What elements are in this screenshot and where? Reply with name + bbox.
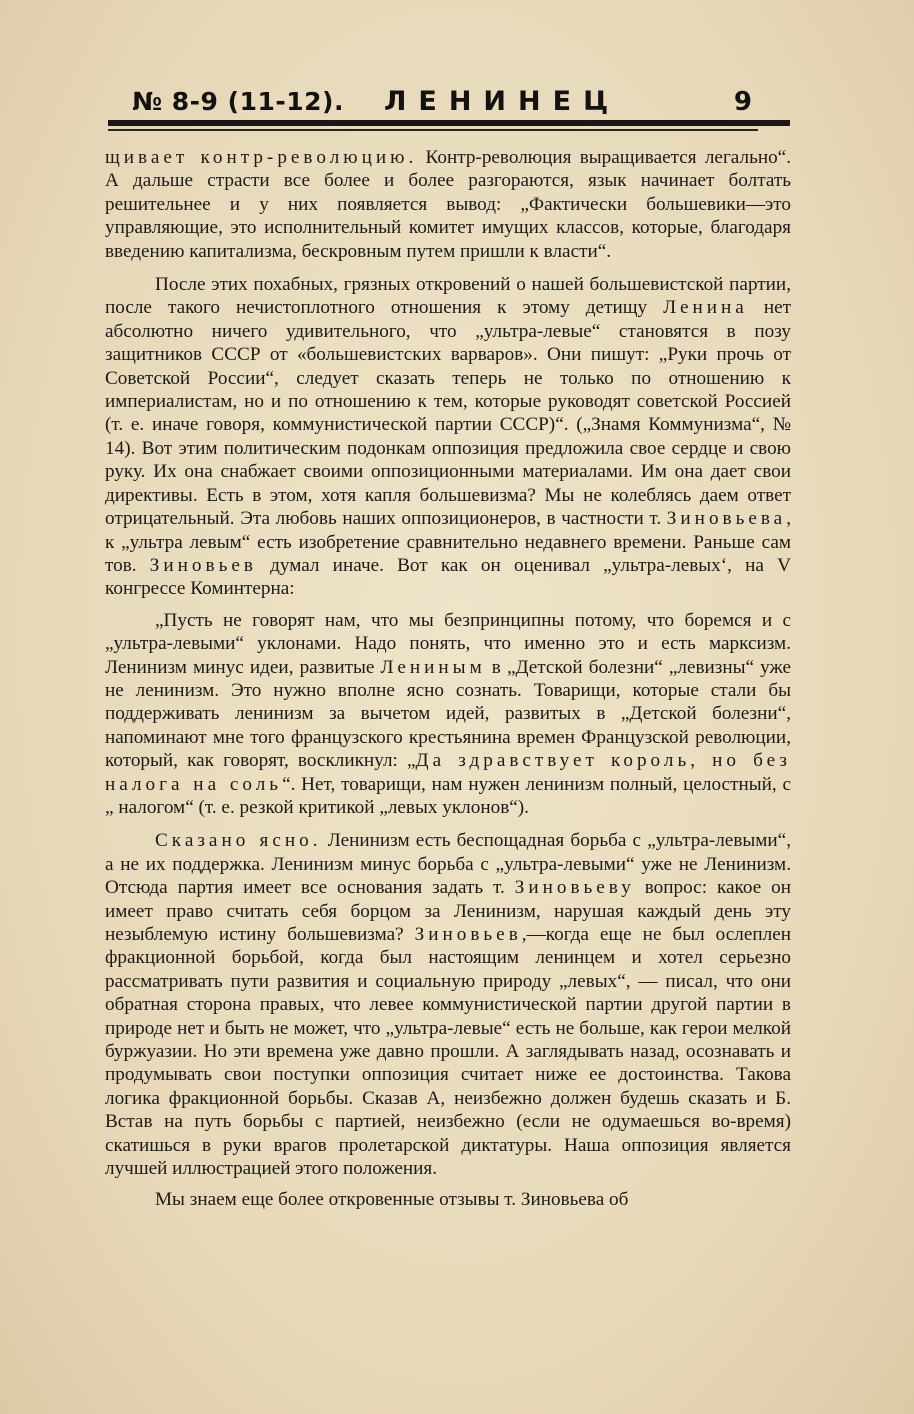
paragraph-4 bbox=[105, 829, 791, 1180]
spaced-name: Ленина bbox=[663, 297, 748, 319]
spaced-name: Зиновьев bbox=[149, 554, 257, 576]
running-header bbox=[132, 86, 752, 120]
paragraph-1 bbox=[105, 146, 791, 263]
spaced-name: Лениным bbox=[380, 656, 486, 678]
paragraph-5: Мы знаем еще более откровенные отзывы т. Зиновьева об bbox=[155, 1189, 629, 1211]
text-run: , к „ультра левым“ есть изобретение сравнительно недавнего времени. Раньше сам тов. bbox=[105, 508, 791, 576]
spaced-text: щивает контр-революцию. bbox=[105, 147, 418, 168]
journal-title: ЛЕНИНЕЦ bbox=[383, 86, 621, 117]
text-run: нет абсолютно ничего удивительного, что „ультра-левые“ становятся в позу защитников СССР от «большевистских варваров». Они пишут: „Руки прочь от Советской России“, следует сказать теперь не только по отношению к империалистам, но и по отношению к тем, которые руководят советской Россией (т. е. иначе говоря, коммунистической партии СССР)“. („Знамя Коммунизма“, № 14). Вот этим политическим подонкам оппозиция предложила свое сердце и свою руку. Их она снабжает своими оппозиционными материалами. Им она дает свои директивы. Есть в этом, хотя капля большевизма? Мы не колеблясь даем ответ отрицательный. Эта любовь наших оппозиционеров, в частности т. bbox=[105, 297, 791, 530]
text-run: думал иначе. Вот как он оценивал „ультра-левых‘, на V конгрессе Коминтерна: bbox=[105, 554, 791, 600]
header-rule-thin bbox=[108, 129, 758, 131]
text-run: После этих похабных, грязных откровений о нашей большевистской партии, после такого нечистоплотного отношения к этому детищу bbox=[105, 274, 791, 319]
text-run: Контр-революция выращивается легально“. А дальше страсти все более и более разгораются, язык начинает болтать решительнее и у них появляется вывод: „Фактически большевики—это управляющие, это исполнительный комитет имущих классов, которые, благодаря введению капитализма, бескровным путем пришли к власти“. bbox=[105, 147, 791, 262]
page-number: 9 bbox=[733, 87, 752, 117]
spaced-text: Да здравствует король, но без налога на соль bbox=[105, 750, 791, 795]
header-rule-thick bbox=[108, 120, 790, 126]
spaced-name: Зиновьеву bbox=[514, 877, 635, 899]
paragraph-2 bbox=[105, 273, 791, 601]
spaced-name: Зиновьев bbox=[414, 924, 522, 945]
text-run: ,—когда еще не был ослеплен фракционной борьбой, когда был настоящим ленинцем и хотел серьезно рассматривать пути развития и социальную природу „левых“, — писал, что они обратная сторона правых, что левее коммунистической партии другой партии в природе нет и быть не может, что „ультра-левые“ есть не больше, как герои мелкой буржуазии. Но эти времена уже давно прошли. А заглядывать назад, осознавать и продумывать свои поступки оппозиция считает ниже ее достоинства. Такова логика фракционной борьбы. Сказав А, неизбежно должен будешь сказать и Б. Встав на путь борьбы с партией, неизбежно (если не одумаешься во-время) скатишься в руки врагов пролетарской диктатуры. Наша оппозиция является лучшей иллюстрацией этого положения. bbox=[105, 924, 791, 1180]
text-run: Ленинизм есть беспощадная борьба с „ультра-левыми“, а не их поддержка. Ленинизм минус борьба с „ультра-левыми“ уже не Ленинизм. Отсюда партия имеет все основания задать т. bbox=[105, 830, 791, 899]
text-run: в „Детской болезни“ „левизны“ уже не ленинизм. Это нужно вполне ясно сознать. Товарищи, которые стали бы поддерживать ленинизм за вычетом идей, развитых в „Детской болезни“, напоминают мне того французского крестьянина времен Французской революции, который, как говорят, воскликнул: „ bbox=[105, 656, 792, 772]
spaced-name: Зиновьева bbox=[666, 508, 787, 530]
paragraph-3-quote bbox=[105, 609, 791, 820]
spaced-text: Сказано ясно. bbox=[155, 830, 322, 852]
issue-number: № 8-9 (11-12). bbox=[132, 87, 344, 116]
text-run: вопрос: какое он имеет право считать себя борцом за Ленинизм, нарушая каждый день эту незыблемую истину большевизма? bbox=[105, 877, 792, 945]
text-run: “. Нет, товарищи, нам нужен ленинизм полный, целостный, с „ налогом“ (т. е. резкой критикой „левых уклонов“). bbox=[105, 773, 791, 818]
text-run: „Пусть не говорят нам, что мы безпринципны потому, что боремся и с „ультра-левыми“ уклонами. Надо понять, что именно это и есть марксизм. Ленинизм минус идеи, развитые bbox=[105, 609, 791, 678]
body-text bbox=[105, 146, 791, 1212]
